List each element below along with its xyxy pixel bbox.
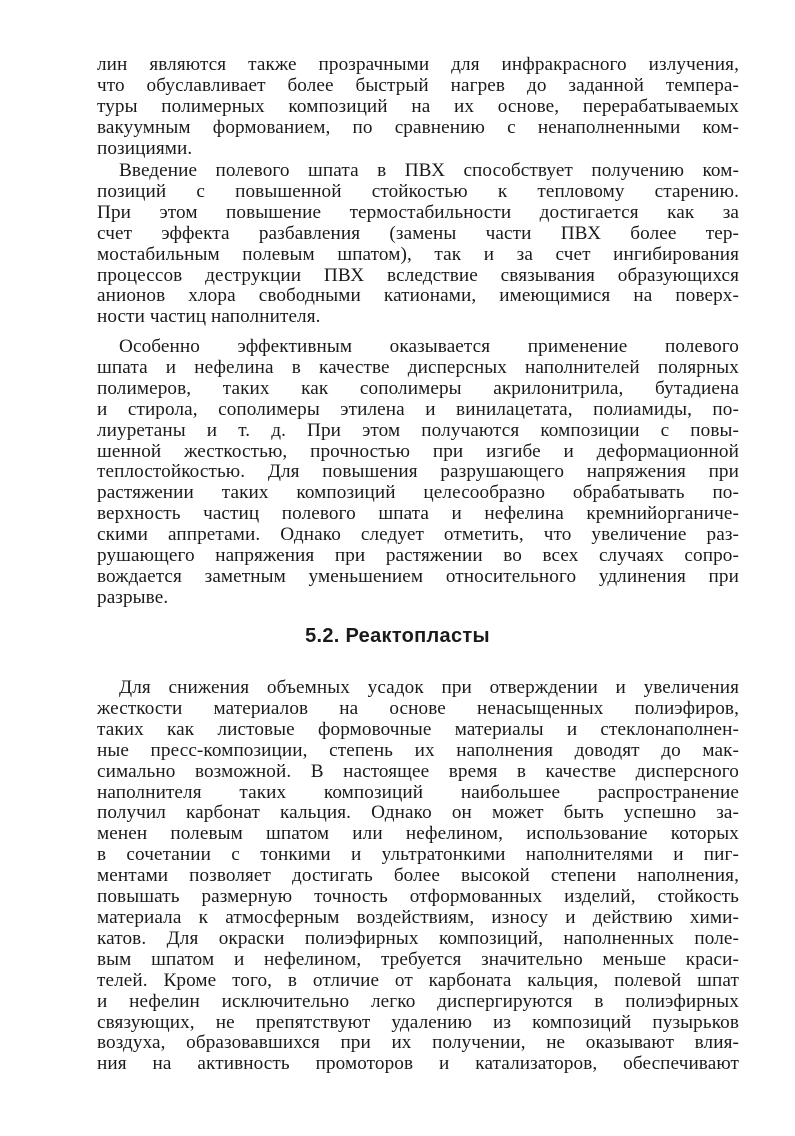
text-line: материала к атмосферным воздействиям, износу и действию хими- <box>97 906 739 928</box>
text-line: счет эффекта разбавления (замены части ПВХ более тер- <box>97 222 739 244</box>
text-line: разрыве. <box>97 586 169 608</box>
text-line: скими аппретами. Однако следует отметить, что увеличение раз- <box>97 524 739 546</box>
text-line: воздуха, образовавшихся при их получении, не оказывают влия- <box>97 1032 739 1054</box>
text-line: Особенно эффективным оказывается применение полевого <box>119 336 739 357</box>
text-line: вым шпатом и нефелином, требуется значительно меньше краси- <box>97 948 739 970</box>
text-line: верхность частиц полевого шпата и нефелина кремнийорганиче- <box>97 503 739 525</box>
text-line: ности частиц наполнителя. <box>97 306 321 328</box>
paragraph-1 <box>97 55 739 160</box>
text-line: Для снижения объемных усадок при отверждении и увеличения <box>119 677 739 698</box>
text-line: позиций с повышенной стойкостью к тепловому старению. <box>97 180 739 202</box>
text-line: туры полимерных композиций на их основе, перерабатываемых <box>97 95 739 117</box>
text-line: Введение полевого шпата в ПВХ способствует получению ком- <box>119 160 739 181</box>
text-line: наполнителя таких композиций наибольшее распространение <box>97 781 739 803</box>
text-line: катов. Для окраски полиэфирных композиций, наполненных поле- <box>97 927 739 949</box>
text-line: в сочетании с тонкими и ультратонкими наполнителями и пиг- <box>97 844 739 866</box>
paragraph-2 <box>97 161 739 328</box>
paragraph-3 <box>97 337 739 609</box>
text-line: шпата и нефелина в качестве дисперсных наполнителей полярных <box>97 356 739 378</box>
text-line: симально возможной. В настоящее время в качестве дисперсного <box>97 760 739 782</box>
text-line: ментами позволяет достигать более высокой степени наполнения, <box>97 865 739 887</box>
text-line: вождается заметным уменьшением относительного удлинения при <box>97 565 739 587</box>
text-line: полимеров, таких как сополимеры акрилонитрила, бутадиена <box>97 377 739 399</box>
text-line: мостабильным полевым шпатом), так и за счет ингибирования <box>97 243 739 265</box>
paragraph-4 <box>97 678 739 1075</box>
text-line: связующих, не препятствуют удалению из композиций пузырьков <box>97 1011 739 1033</box>
text-line: и стирола, сополимеры этилена и винилацетата, полиамиды, по- <box>97 398 739 420</box>
text-line: процессов деструкции ПВХ вследствие связывания образующихся <box>97 264 739 286</box>
text-line: телей. Кроме того, в отличие от карбоната кальция, полевой шпат <box>97 969 739 991</box>
text-line: ные пресс-композиции, степень их наполнения доводят до мак- <box>97 739 739 761</box>
text-line: и нефелин исключительно легко диспергируются в полиэфирных <box>97 990 739 1012</box>
text-line: жесткости материалов на основе ненасыщенных полиэфиров, <box>97 697 739 719</box>
text-line: повышать размерную точность отформованных изделий, стойкость <box>97 886 739 908</box>
text-line: лин являются также прозрачными для инфракрасного излучения, <box>97 54 739 75</box>
text-line: При этом повышение термостабильности достигается как за <box>97 201 739 223</box>
text-line: ния на активность промоторов и катализаторов, обеспечивают <box>97 1053 739 1075</box>
text-line: шенной жесткостью, прочностью при изгибе и деформационной <box>97 440 739 462</box>
text-line: лиуретаны и т. д. При этом получаются композиции с повы- <box>97 419 739 441</box>
section-heading: 5.2. Реактопласты <box>305 625 490 647</box>
text-line: что обуславливает более быстрый нагрев до заданной темпера- <box>97 74 739 96</box>
text-line: рушающего напряжения при растяжении во всех случаях сопро- <box>97 545 739 567</box>
text-line: позициями. <box>97 137 193 159</box>
text-line: получил карбонат кальция. Однако он может быть успешно за- <box>97 802 739 824</box>
text-line: растяжении таких композиций целесообразно обрабатывать по- <box>97 482 739 504</box>
text-line: менен полевым шпатом или нефелином, использование которых <box>97 823 739 845</box>
text-line: таких как листовые формовочные материалы и стеклонаполнен- <box>97 718 739 740</box>
text-line: вакуумным формованием, по сравнению с ненаполненными ком- <box>97 116 739 138</box>
text-line: анионов хлора свободными катионами, имеющимися на поверх- <box>97 285 739 307</box>
text-line: теплостойкостью. Для повышения разрушающего напряжения при <box>97 461 739 483</box>
